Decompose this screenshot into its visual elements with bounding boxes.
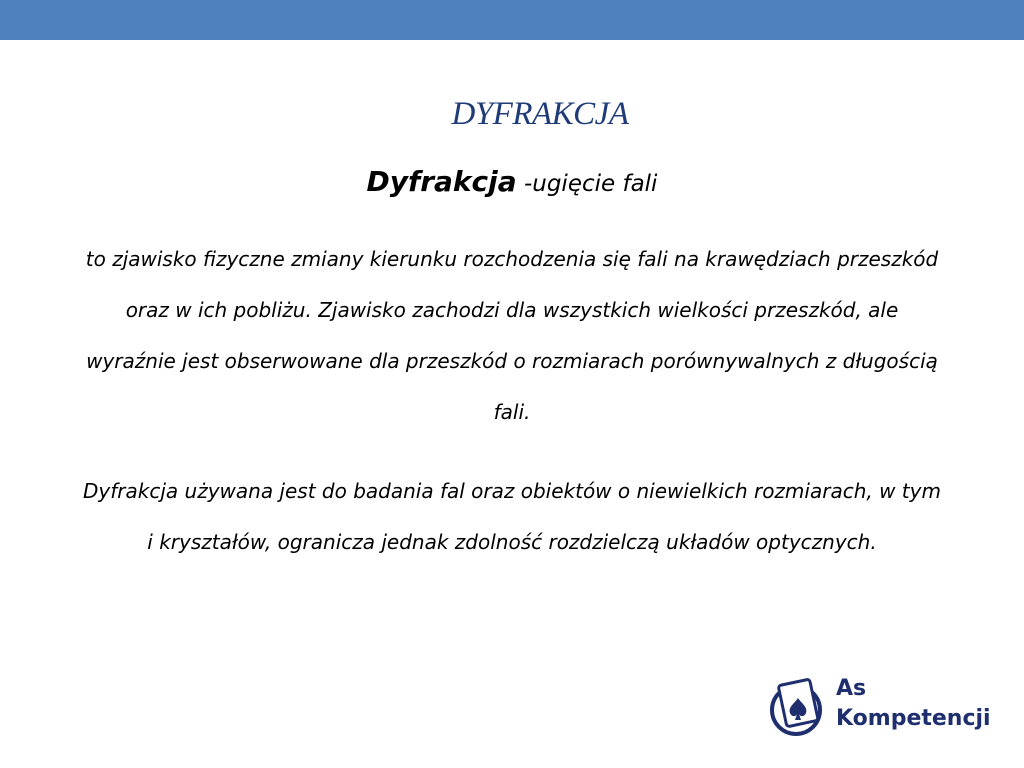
card-spade-icon [768, 670, 832, 742]
as-kompetencji-logo [768, 670, 998, 742]
subtitle [0, 162, 1024, 206]
paragraph-definition: to zjawisko fizyczne zmiany kierunku rozchodzenia się fali na krawędziach przeszkód oraz w ich pobliżu. Zjawisko zachodzi dla wszystkich wielkości przeszkód, ale wyraźnie jest obserwowane dla przeszkód o rozmiarach porównywalnych z długością fali. [85, 247, 939, 424]
subtitle-term: Dyfrakcja [366, 165, 517, 198]
logo-line-1: As [836, 676, 867, 701]
paragraph-application: Dyfrakcja używana jest do badania fal oraz obiektów o niewielkich rozmiarach, w tym i kryształów, ogranicza jednak zdolność rozdzielczą układów optycznych. [83, 479, 941, 554]
slide-title: DYFRAKCJA [451, 96, 629, 132]
logo-line-2: Kompetencji [836, 706, 991, 731]
subtitle-definition: -ugięcie fali [516, 171, 658, 197]
top-accent-bar [0, 0, 1024, 40]
logo-text [836, 674, 991, 734]
